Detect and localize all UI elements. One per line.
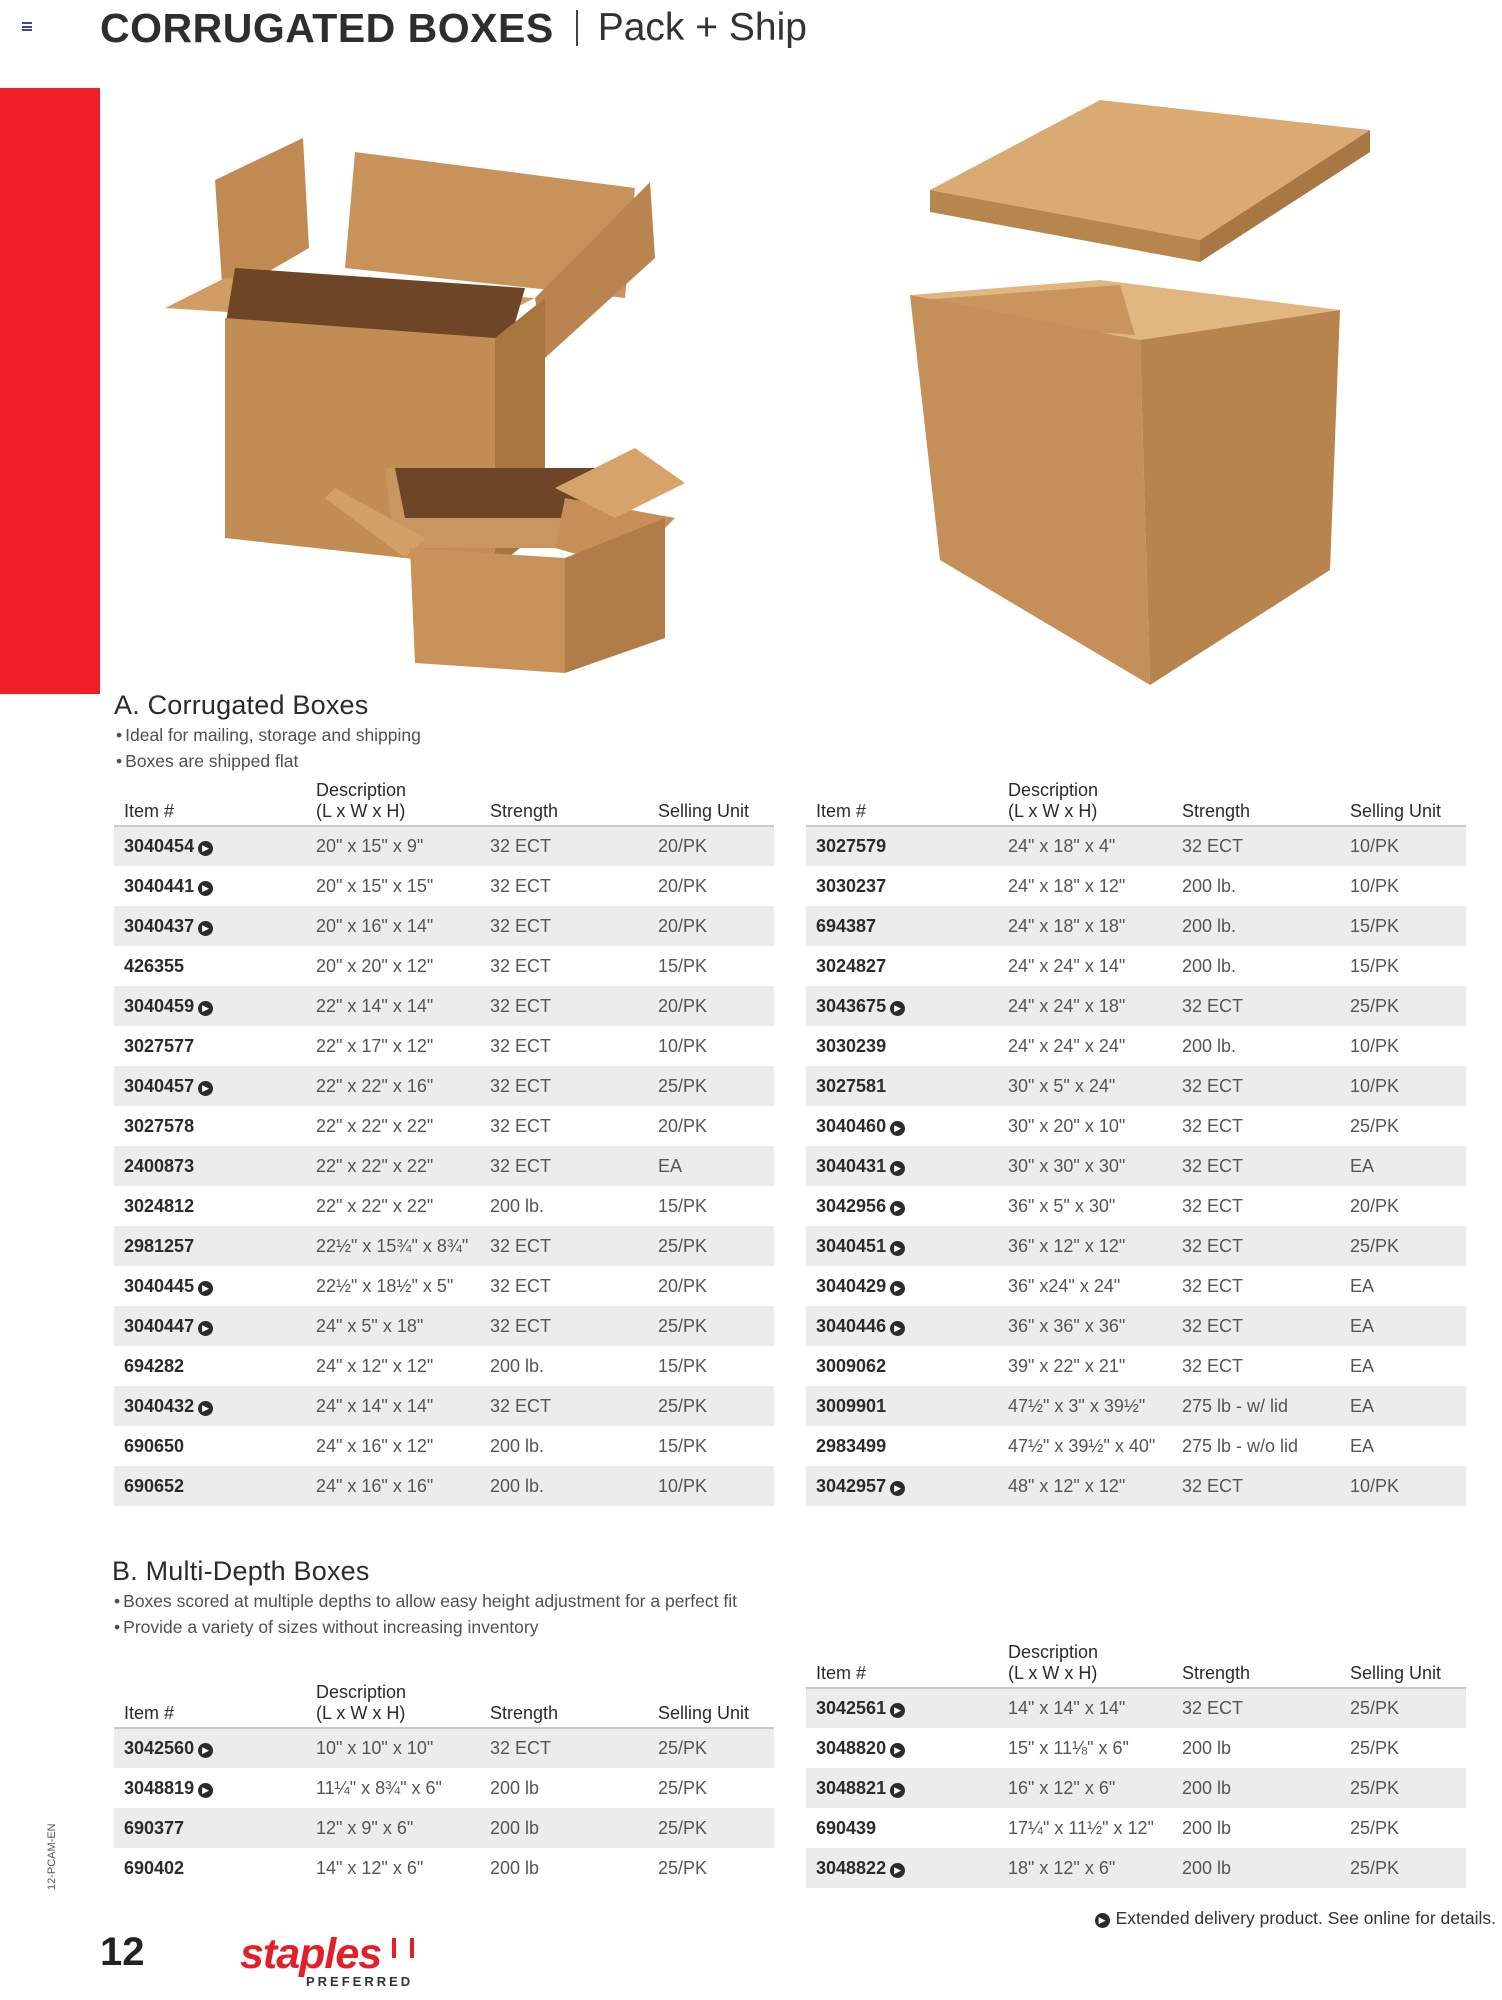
extended-delivery-icon: ▶ xyxy=(198,1321,213,1336)
item-number: 3009062 xyxy=(816,1355,887,1376)
selling-unit: 10/PK xyxy=(1350,875,1400,896)
bullet: • Boxes are shipped flat xyxy=(116,748,421,774)
dimensions: 14" x 14" x 14" xyxy=(998,1688,1172,1728)
table-row xyxy=(806,1066,1466,1106)
extended-delivery-icon: ▶ xyxy=(890,1783,905,1798)
extended-delivery-icon: ▶ xyxy=(890,1161,905,1176)
strength: 32 ECT xyxy=(1182,1115,1244,1136)
extended-delivery-icon: ▶ xyxy=(890,1121,905,1136)
dimensions: 18" x 12" x 6" xyxy=(998,1848,1172,1888)
extended-delivery-icon: ▶ xyxy=(198,841,213,856)
table-row xyxy=(114,1226,774,1266)
item-number: 3042956 ▶ xyxy=(806,1186,998,1226)
strength: 32 ECT xyxy=(1172,1466,1340,1506)
dimensions: 24" x 16" x 12" xyxy=(316,1435,434,1456)
item-number: 694282 xyxy=(124,1355,185,1376)
item-number: 3040451 ▶ xyxy=(806,1226,998,1266)
selling-unit: 15/PK xyxy=(658,1435,708,1456)
table-row xyxy=(114,1106,774,1146)
page-title: CORRUGATED BOXES xyxy=(100,4,554,51)
item-number: 3048822 ▶ xyxy=(806,1848,998,1888)
extended-delivery-icon: ▶ xyxy=(890,1481,905,1496)
item-number: 3042561 ▶ xyxy=(806,1688,998,1728)
strength: 200 lb. xyxy=(1182,955,1237,976)
item-number: 690650 xyxy=(124,1435,185,1456)
dimensions: 36" x24" x 24" xyxy=(1008,1275,1121,1296)
extended-delivery-icon: ▶ xyxy=(198,881,213,896)
page-header xyxy=(100,2,807,54)
dimensions: 30" x 20" x 10" xyxy=(1008,1115,1126,1136)
table-row xyxy=(806,866,1466,906)
strength: 32 ECT xyxy=(480,826,648,866)
table-row xyxy=(114,1466,774,1506)
selling-unit: EA xyxy=(1350,1435,1375,1456)
selling-unit: 20/PK xyxy=(658,1275,708,1296)
table-row xyxy=(114,1426,774,1466)
dimensions: 47½" x 39½" x 40" xyxy=(1008,1435,1156,1456)
lidded-box-photo xyxy=(900,100,1380,700)
col-unit-header: Selling Unit xyxy=(1340,1642,1466,1688)
item-number: 3042560 ▶ xyxy=(114,1728,306,1768)
selling-unit: EA xyxy=(1340,1306,1466,1346)
table-row xyxy=(806,986,1466,1026)
table-row xyxy=(806,1026,1466,1066)
dimensions: 24" x 24" x 24" xyxy=(1008,1035,1126,1056)
item-number: 3024812 xyxy=(124,1195,195,1216)
section-a-bullets xyxy=(116,722,421,774)
item-number: 3040459 ▶ xyxy=(114,986,306,1026)
logo-bracket-icon xyxy=(392,1938,414,1958)
page-subtitle: Pack + Ship xyxy=(597,6,807,49)
col-unit-header: Selling Unit xyxy=(648,1682,774,1728)
item-number: 3030239 xyxy=(816,1035,887,1056)
logo-wordmark: staples xyxy=(240,1930,382,1978)
dimensions: 20" x 20" x 12" xyxy=(316,955,434,976)
strength: 200 lb. xyxy=(490,1355,545,1376)
table-row xyxy=(806,1688,1466,1728)
item-number: 3030237 xyxy=(816,875,887,896)
dimensions: 20" x 15" x 9" xyxy=(306,826,480,866)
item-number: 3027578 xyxy=(124,1115,195,1136)
extended-delivery-icon: ▶ xyxy=(890,1001,905,1016)
item-number: 3040445 ▶ xyxy=(114,1266,306,1306)
strength: 32 ECT xyxy=(480,1066,648,1106)
dimensions: 30" x 5" x 24" xyxy=(998,1066,1172,1106)
strength: 32 ECT xyxy=(1182,1275,1244,1296)
table-row xyxy=(806,1466,1466,1506)
selling-unit: 20/PK xyxy=(658,875,708,896)
col-strength-header: Strength xyxy=(1172,780,1340,826)
extended-delivery-icon: ▶ xyxy=(198,1081,213,1096)
item-number: 690439 xyxy=(816,1817,877,1838)
extended-delivery-icon: ▶ xyxy=(1095,1913,1110,1928)
item-number: 3027579 xyxy=(806,826,998,866)
page-number: 12 xyxy=(100,1930,145,1974)
table-row xyxy=(806,1848,1466,1888)
dimensions: 11¼" x 8¾" x 6" xyxy=(316,1777,442,1798)
strength: 32 ECT xyxy=(480,986,648,1026)
table-row xyxy=(114,1386,774,1426)
selling-unit: 20/PK xyxy=(648,826,774,866)
extended-delivery-icon: ▶ xyxy=(890,1703,905,1718)
selling-unit: 25/PK xyxy=(658,1777,708,1798)
table-row xyxy=(114,1306,774,1346)
selling-unit: EA xyxy=(1350,1355,1375,1376)
bullet: • Ideal for mailing, storage and shipping xyxy=(116,722,421,748)
table-b-left xyxy=(114,1682,774,1888)
dimensions: 24" x 18" x 12" xyxy=(1008,875,1126,896)
strength: 200 lb. xyxy=(480,1466,648,1506)
item-number: 3024827 xyxy=(816,955,887,976)
table-row xyxy=(114,1026,774,1066)
bullet: • Boxes scored at multiple depths to allow easy height adjustment for a perfect fit xyxy=(114,1588,737,1614)
selling-unit: 20/PK xyxy=(658,1115,708,1136)
document-code: 12-PCAM-EN xyxy=(46,1823,58,1890)
dimensions: 22" x 22" x 22" xyxy=(316,1195,434,1216)
strength: 200 lb. xyxy=(1172,906,1340,946)
strength: 32 ECT xyxy=(1172,1226,1340,1266)
table-row xyxy=(806,1186,1466,1226)
table-a-left xyxy=(114,780,774,1506)
selling-unit: 25/PK xyxy=(648,1226,774,1266)
section-a-title: A. Corrugated Boxes xyxy=(114,690,369,720)
item-number: 3040432 ▶ xyxy=(114,1386,306,1426)
table-row xyxy=(806,1426,1466,1466)
item-number: 690377 xyxy=(114,1808,306,1848)
table-row xyxy=(114,1146,774,1186)
selling-unit: 10/PK xyxy=(1340,1066,1466,1106)
dimensions: 14" x 12" x 6" xyxy=(316,1857,424,1878)
extended-delivery-icon: ▶ xyxy=(198,1743,213,1758)
extended-delivery-icon: ▶ xyxy=(890,1321,905,1336)
selling-unit: 25/PK xyxy=(658,1857,708,1878)
dimensions: 47½" x 3" x 39½" xyxy=(998,1386,1172,1426)
dimensions: 24" x 5" x 18" xyxy=(306,1306,480,1346)
dimensions: 22" x 22" x 16" xyxy=(306,1066,480,1106)
table-row xyxy=(114,1186,774,1226)
table-row xyxy=(114,1808,774,1848)
table-row xyxy=(114,1848,774,1888)
strength: 32 ECT xyxy=(490,1115,552,1136)
dimensions: 22" x 17" x 12" xyxy=(316,1035,434,1056)
strength: 32 ECT xyxy=(490,1035,552,1056)
table-row xyxy=(114,1266,774,1306)
selling-unit: 25/PK xyxy=(1340,986,1466,1026)
dimensions: 48" x 12" x 12" xyxy=(998,1466,1172,1506)
strength: 275 lb - w/o lid xyxy=(1182,1435,1299,1456)
item-number: 3027577 xyxy=(124,1035,195,1056)
table-row xyxy=(114,1728,774,1768)
strength: 200 lb xyxy=(490,1857,540,1878)
strength: 200 lb. xyxy=(490,1195,545,1216)
selling-unit: EA xyxy=(1340,1386,1466,1426)
selling-unit: 10/PK xyxy=(1340,826,1466,866)
strength: 32 ECT xyxy=(480,1146,648,1186)
selling-unit: 10/PK xyxy=(1350,1035,1400,1056)
selling-unit: 15/PK xyxy=(1340,906,1466,946)
selling-unit: 15/PK xyxy=(1350,955,1400,976)
strength: 200 lb xyxy=(480,1808,648,1848)
strength: 32 ECT xyxy=(1172,1146,1340,1186)
item-number: 690402 xyxy=(124,1857,185,1878)
item-number: 3040441 ▶ xyxy=(114,866,306,906)
dimensions: 36" x 5" x 30" xyxy=(1008,1195,1116,1216)
table-row xyxy=(806,1306,1466,1346)
table-row xyxy=(806,1106,1466,1146)
table-row xyxy=(114,986,774,1026)
strength: 200 lb xyxy=(490,1777,540,1798)
dimensions: 10" x 10" x 10" xyxy=(306,1728,480,1768)
item-number: 3043675 ▶ xyxy=(806,986,998,1026)
extended-delivery-icon: ▶ xyxy=(198,1401,213,1416)
item-number: 3040460 ▶ xyxy=(806,1106,998,1146)
dimensions: 22" x 22" x 22" xyxy=(306,1146,480,1186)
extended-delivery-icon: ▶ xyxy=(198,921,213,936)
dimensions: 30" x 30" x 30" xyxy=(998,1146,1172,1186)
table-row xyxy=(806,1266,1466,1306)
col-strength-header: Strength xyxy=(480,780,648,826)
item-number: 3040447 ▶ xyxy=(114,1306,306,1346)
item-number: 3042957 ▶ xyxy=(806,1466,998,1506)
item-number: 2400873 xyxy=(114,1146,306,1186)
strength: 200 lb xyxy=(1182,1817,1232,1838)
dimensions: 17¼" x 11½" x 12" xyxy=(1008,1817,1154,1838)
col-description-header: Description (L x W x H) xyxy=(998,780,1172,826)
selling-unit: 25/PK xyxy=(1350,1115,1400,1136)
item-number: 3040431 ▶ xyxy=(806,1146,998,1186)
selling-unit: 25/PK xyxy=(1340,1226,1466,1266)
col-item-header: Item # xyxy=(806,780,998,826)
item-number: 3040429 ▶ xyxy=(806,1266,998,1306)
col-unit-header: Selling Unit xyxy=(1340,780,1466,826)
selling-unit: 25/PK xyxy=(648,1808,774,1848)
dimensions: 24" x 18" x 18" xyxy=(998,906,1172,946)
selling-unit: 15/PK xyxy=(658,955,708,976)
item-number: 3009901 xyxy=(806,1386,998,1426)
strength: 32 ECT xyxy=(1172,1066,1340,1106)
selling-unit: 25/PK xyxy=(648,1306,774,1346)
strength: 32 ECT xyxy=(1182,1355,1244,1376)
table-row xyxy=(806,1226,1466,1266)
table-row xyxy=(806,826,1466,866)
item-number: 3040457 ▶ xyxy=(114,1066,306,1106)
logo-subtitle: PREFERRED xyxy=(306,1974,414,1989)
extended-delivery-icon: ▶ xyxy=(890,1743,905,1758)
section-b-bullets xyxy=(114,1588,737,1640)
dimensions: 36" x 36" x 36" xyxy=(998,1306,1172,1346)
table-row xyxy=(806,906,1466,946)
selling-unit: 25/PK xyxy=(1350,1737,1400,1758)
item-number: 3040454 ▶ xyxy=(114,826,306,866)
strength: 200 lb. xyxy=(1182,1035,1237,1056)
selling-unit: 15/PK xyxy=(658,1195,708,1216)
selling-unit: 25/PK xyxy=(648,1728,774,1768)
col-unit-header: Selling Unit xyxy=(648,780,774,826)
col-description-header: Description (L x W x H) xyxy=(998,1642,1172,1688)
selling-unit: 20/PK xyxy=(1350,1195,1400,1216)
selling-unit: 25/PK xyxy=(1340,1688,1466,1728)
strength: 32 ECT xyxy=(480,1728,648,1768)
dimensions: 22½" x 15¾" x 8¾" xyxy=(306,1226,480,1266)
extended-delivery-footnote: ▶ Extended delivery product. See online for details. xyxy=(1095,1908,1496,1929)
col-item-header: Item # xyxy=(114,1682,306,1728)
col-description-header: Description (L x W x H) xyxy=(306,1682,480,1728)
strength: 32 ECT xyxy=(1172,826,1340,866)
strength: 32 ECT xyxy=(480,906,648,946)
strength: 32 ECT xyxy=(480,1226,648,1266)
extended-delivery-icon: ▶ xyxy=(890,1241,905,1256)
selling-unit: EA xyxy=(1350,1275,1375,1296)
selling-unit: 10/PK xyxy=(648,1466,774,1506)
col-item-header: Item # xyxy=(114,780,306,826)
header-divider xyxy=(576,10,578,46)
item-number: 3048821 ▶ xyxy=(806,1768,998,1808)
strength: 32 ECT xyxy=(490,1275,552,1296)
item-number: 690652 xyxy=(114,1466,306,1506)
selling-unit: 20/PK xyxy=(648,986,774,1026)
selling-unit: 25/PK xyxy=(1340,1768,1466,1808)
table-row xyxy=(114,1768,774,1808)
dimensions: 12" x 9" x 6" xyxy=(306,1808,480,1848)
dimensions: 24" x 16" x 16" xyxy=(306,1466,480,1506)
strength: 32 ECT xyxy=(1172,986,1340,1026)
menu-icon[interactable] xyxy=(22,22,32,31)
dimensions: 24" x 12" x 12" xyxy=(316,1355,434,1376)
extended-delivery-icon: ▶ xyxy=(890,1863,905,1878)
strength: 200 lb. xyxy=(490,1435,545,1456)
col-item-header: Item # xyxy=(806,1642,998,1688)
table-row xyxy=(806,1768,1466,1808)
table-b-right xyxy=(806,1642,1466,1888)
dimensions: 16" x 12" x 6" xyxy=(998,1768,1172,1808)
extended-delivery-icon: ▶ xyxy=(198,1281,213,1296)
dimensions: 15" x 11⅛" x 6" xyxy=(1008,1737,1129,1758)
col-strength-header: Strength xyxy=(1172,1642,1340,1688)
item-number: 426355 xyxy=(124,955,185,976)
item-number: 2981257 xyxy=(114,1226,306,1266)
item-number: 3048820 ▶ xyxy=(806,1728,998,1768)
strength: 32 ECT xyxy=(480,1306,648,1346)
table-row xyxy=(114,866,774,906)
strength: 200 lb xyxy=(1172,1768,1340,1808)
dimensions: 36" x 12" x 12" xyxy=(998,1226,1172,1266)
table-row xyxy=(806,946,1466,986)
strength: 200 lb xyxy=(1172,1848,1340,1888)
bullet: • Provide a variety of sizes without increasing inventory xyxy=(114,1614,737,1640)
strength: 32 ECT xyxy=(1172,1306,1340,1346)
selling-unit: EA xyxy=(648,1146,774,1186)
table-row xyxy=(806,1808,1466,1848)
table-row xyxy=(114,946,774,986)
strength: 32 ECT xyxy=(480,1386,648,1426)
dimensions: 39" x 22" x 21" xyxy=(1008,1355,1126,1376)
table-row xyxy=(114,906,774,946)
table-row xyxy=(806,1146,1466,1186)
table-row xyxy=(114,826,774,866)
col-description-header: Description (L x W x H) xyxy=(306,780,480,826)
col-strength-header: Strength xyxy=(480,1682,648,1728)
selling-unit: 15/PK xyxy=(658,1355,708,1376)
selling-unit: 10/PK xyxy=(1340,1466,1466,1506)
dimensions: 20" x 15" x 15" xyxy=(316,875,434,896)
table-row xyxy=(114,1066,774,1106)
strength: 32 ECT xyxy=(490,875,552,896)
dimensions: 22" x 14" x 14" xyxy=(306,986,480,1026)
strength: 200 lb xyxy=(1182,1737,1232,1758)
dimensions: 22½" x 18½" x 5" xyxy=(316,1275,454,1296)
item-number: 3040446 ▶ xyxy=(806,1306,998,1346)
open-boxes-photo xyxy=(155,138,835,698)
selling-unit: 25/PK xyxy=(648,1066,774,1106)
item-number: 3027581 xyxy=(806,1066,998,1106)
strength: 275 lb - w/ lid xyxy=(1172,1386,1340,1426)
strength: 32 ECT xyxy=(1182,1195,1244,1216)
selling-unit: 20/PK xyxy=(648,906,774,946)
item-number: 3040437 ▶ xyxy=(114,906,306,946)
staples-preferred-logo xyxy=(240,1930,440,1990)
dimensions: 22" x 22" x 22" xyxy=(316,1115,434,1136)
dimensions: 20" x 16" x 14" xyxy=(306,906,480,946)
dimensions: 24" x 18" x 4" xyxy=(998,826,1172,866)
strength: 32 ECT xyxy=(490,955,552,976)
extended-delivery-icon: ▶ xyxy=(890,1201,905,1216)
selling-unit: 25/PK xyxy=(648,1386,774,1426)
strength: 200 lb. xyxy=(1182,875,1237,896)
section-b-title: B. Multi-Depth Boxes xyxy=(112,1556,370,1586)
table-row xyxy=(806,1386,1466,1426)
table-row xyxy=(114,1346,774,1386)
extended-delivery-icon: ▶ xyxy=(890,1281,905,1296)
table-a-right xyxy=(806,780,1466,1506)
dimensions: 24" x 24" x 14" xyxy=(1008,955,1126,976)
item-number: 694387 xyxy=(806,906,998,946)
strength: 32 ECT xyxy=(1172,1688,1340,1728)
table-row xyxy=(806,1346,1466,1386)
selling-unit: EA xyxy=(1340,1146,1466,1186)
selling-unit: 10/PK xyxy=(658,1035,708,1056)
dimensions: 24" x 24" x 18" xyxy=(998,986,1172,1026)
extended-delivery-icon: ▶ xyxy=(198,1001,213,1016)
item-number: 3048819 ▶ xyxy=(114,1768,306,1808)
selling-unit: 25/PK xyxy=(1350,1817,1400,1838)
table-row xyxy=(806,1728,1466,1768)
extended-delivery-icon: ▶ xyxy=(198,1783,213,1798)
item-number: 2983499 xyxy=(816,1435,887,1456)
accent-bar xyxy=(0,88,100,694)
selling-unit: 25/PK xyxy=(1340,1848,1466,1888)
dimensions: 24" x 14" x 14" xyxy=(306,1386,480,1426)
